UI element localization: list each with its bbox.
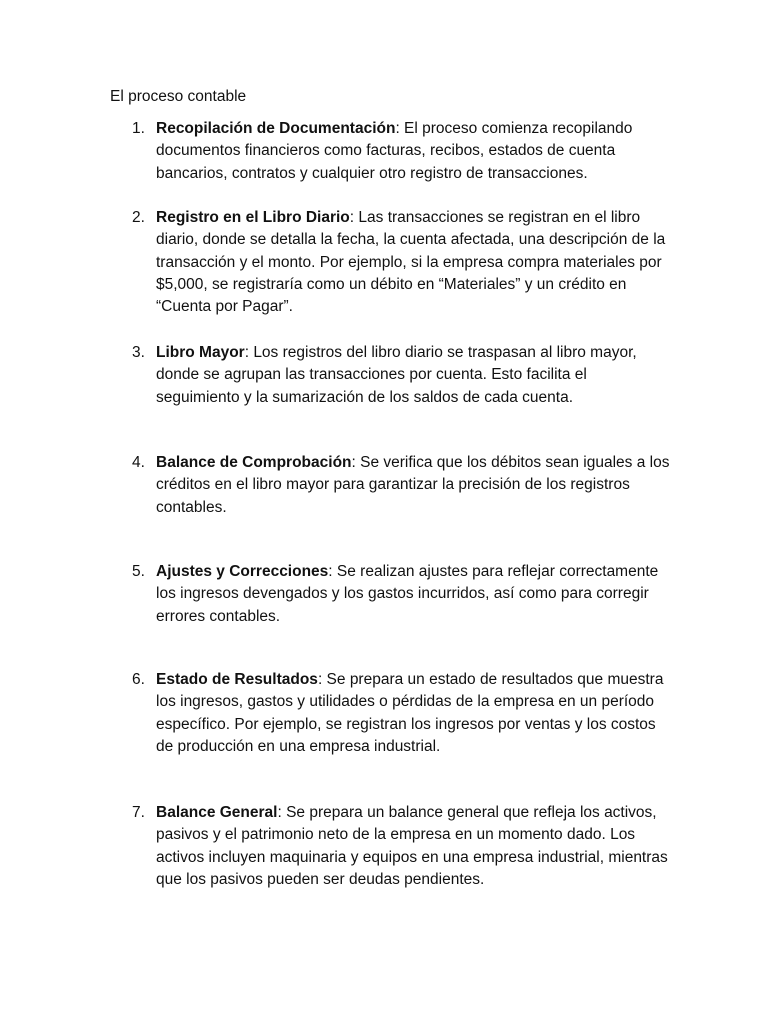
list-item-term: Ajustes y Correcciones bbox=[156, 563, 329, 580]
list-item-body bbox=[156, 669, 670, 758]
list-item-body bbox=[156, 118, 670, 185]
list-item-number: 4. bbox=[132, 454, 145, 471]
list-item-body bbox=[156, 561, 670, 628]
list-item-term: Recopilación de Documentación bbox=[156, 120, 396, 137]
list-item-term: Registro en el Libro Diario bbox=[156, 209, 350, 226]
list-item-number: 3. bbox=[132, 344, 145, 361]
list-item bbox=[110, 802, 670, 891]
list-item bbox=[110, 452, 670, 519]
list-item bbox=[110, 118, 670, 185]
list-item-text: : El proceso comienza recopilando documentos financieros como facturas, recibos, estados de cuenta bancarios, contratos y cualquier otro registro de transacciones. bbox=[156, 120, 633, 182]
list-item-body bbox=[156, 342, 670, 409]
list-item bbox=[110, 561, 670, 628]
list-item bbox=[110, 342, 670, 409]
list-item-number: 5. bbox=[132, 563, 145, 580]
list-item-number: 1. bbox=[132, 120, 145, 137]
list-item-number: 6. bbox=[132, 671, 145, 688]
list-item-body bbox=[156, 452, 670, 519]
list-item-term: Estado de Resultados bbox=[156, 671, 318, 688]
list-item-text: : Se verifica que los débitos sean iguales a los créditos en el libro mayor para garantizar la precisión de los registros contables. bbox=[156, 454, 670, 516]
list-item bbox=[110, 207, 670, 318]
list-item-number: 2. bbox=[132, 209, 145, 226]
list-item-text: : Los registros del libro diario se traspasan al libro mayor, donde se agrupan las transacciones por cuenta. Esto facilita el seguimiento y la sumarización de los saldos de cada cuenta. bbox=[156, 344, 637, 406]
list-item-body bbox=[156, 802, 670, 891]
list-item-term: Balance General bbox=[156, 804, 278, 821]
list-item-body bbox=[156, 207, 670, 318]
list-item-text: : Se prepara un estado de resultados que muestra los ingresos, gastos y utilidades o pérdidas de la empresa en un período específico. Por ejemplo, se registran los ingresos por ventas y los costos de producción en una empresa industrial. bbox=[156, 671, 664, 755]
list-item-term: Balance de Comprobación bbox=[156, 454, 352, 471]
list-item bbox=[110, 669, 670, 758]
list-item-term: Libro Mayor bbox=[156, 344, 245, 361]
document-title: El proceso contable bbox=[110, 88, 247, 105]
list-item-text: : Las transacciones se registran en el libro diario, donde se detalla la fecha, la cuenta afectada, una descripción de la transacción y el monto. Por ejemplo, si la empresa compra materiales por $5,000, se registraría como un débito en “Materiales” y un crédito en “Cuenta por Pagar”. bbox=[156, 209, 666, 316]
list-item-text: : Se prepara un balance general que refleja los activos, pasivos y el patrimonio neto de la empresa en un momento dado. Los activos incluyen maquinaria y equipos en una empresa industrial, mientras que los pasivos pueden ser deudas pendientes. bbox=[156, 804, 668, 888]
list-item-text: : Se realizan ajustes para reflejar correctamente los ingresos devengados y los gastos incurridos, así como para corregir errores contables. bbox=[156, 563, 659, 625]
list-item-number: 7. bbox=[132, 804, 145, 821]
